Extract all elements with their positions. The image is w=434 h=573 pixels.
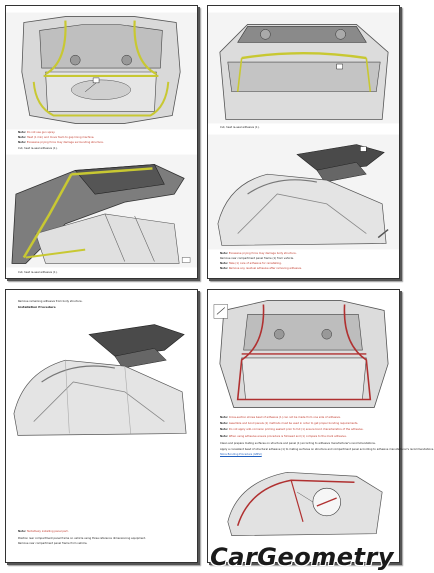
procedure-step: Remove remaining adhesive from body structure. <box>18 300 83 303</box>
procedure-step: Apply a consistent bead of structural adhesive (1) to mating surfaces on structure and compartment panel according to adhesive manufacturer's recommendations. <box>220 448 434 451</box>
document-page-4 <box>207 289 434 563</box>
procedure-step: Cut, heat re-seal adhesive (1). <box>18 147 58 150</box>
note-line: Note: Heat (1 min) and move foam to gap lining machine. <box>18 136 95 139</box>
illustration-frame-installation <box>6 314 197 442</box>
note-line: Note: Excessive prying force may damage body structure. <box>220 252 297 255</box>
carg-watermark-logo: CarGeometry <box>210 543 394 571</box>
illustration-rear-compartment-panel <box>208 12 399 124</box>
procedure-step: Remove rear compartment panel frame (1) from vehicle. <box>220 257 294 260</box>
note-line: Note: Tentatively installing panel part. <box>18 530 69 533</box>
note-line: Note: Cross-section shows bead of adhesive (1) can not be made from one side of adhesive. <box>220 416 341 419</box>
illustration-frame-removed <box>208 134 399 250</box>
section-heading: Installation Procedure <box>18 305 56 309</box>
document-page-2 <box>207 5 400 279</box>
note-line: Note: Remove any residual adhesive after removing adhesive. <box>220 267 302 270</box>
note-line: Note: Assemble and bond panels (1) methods must be used in order to get proper bonding requirements. <box>220 422 359 425</box>
procedure-step: Clean and prepare mating surfaces on structure and panel (1) according to adhesive manufacturer's recommendations. <box>220 442 376 445</box>
note-line: Note: When using adhesive ensure procedure is followed and (1) compare to the mark adhesive. <box>220 435 347 438</box>
illustration-rear-body-adhesive-path <box>208 294 399 412</box>
document-page-1 <box>5 5 198 279</box>
illustration-rear-body-top-view <box>6 12 197 130</box>
procedure-step: Position rear compartment panel frame on vehicle using three reference dimensioning equipment. <box>18 537 146 540</box>
note-line: Note: Take (1) care of adhesive for reinstalling. <box>220 262 282 265</box>
document-page-3 <box>5 289 198 563</box>
illustration-adhesive-bead-detail <box>208 462 399 542</box>
note-line: Note: Do not use gun spray. <box>18 131 56 134</box>
procedure-link-line <box>220 453 391 456</box>
note-line: Note: Excessive prying force may damage surrounding structure. <box>18 141 104 144</box>
note-line: Note: Do not apply anti-corrosion priming sealant prior to full (1) ensure bond characteristics of the adhesive. <box>220 428 364 431</box>
procedure-step: Cut, heat re-seal adhesive (1). <box>18 271 58 274</box>
procedure-step: Remove rear compartment panel frame from vehicle. <box>18 542 88 545</box>
procedure-step: Cut, heat re-seal adhesive (1). <box>220 126 260 129</box>
bonding-procedure-link[interactable]: Store Bonding Procedure (GMSI) <box>220 453 262 456</box>
illustration-frame-adhesive-closeup <box>6 154 197 268</box>
